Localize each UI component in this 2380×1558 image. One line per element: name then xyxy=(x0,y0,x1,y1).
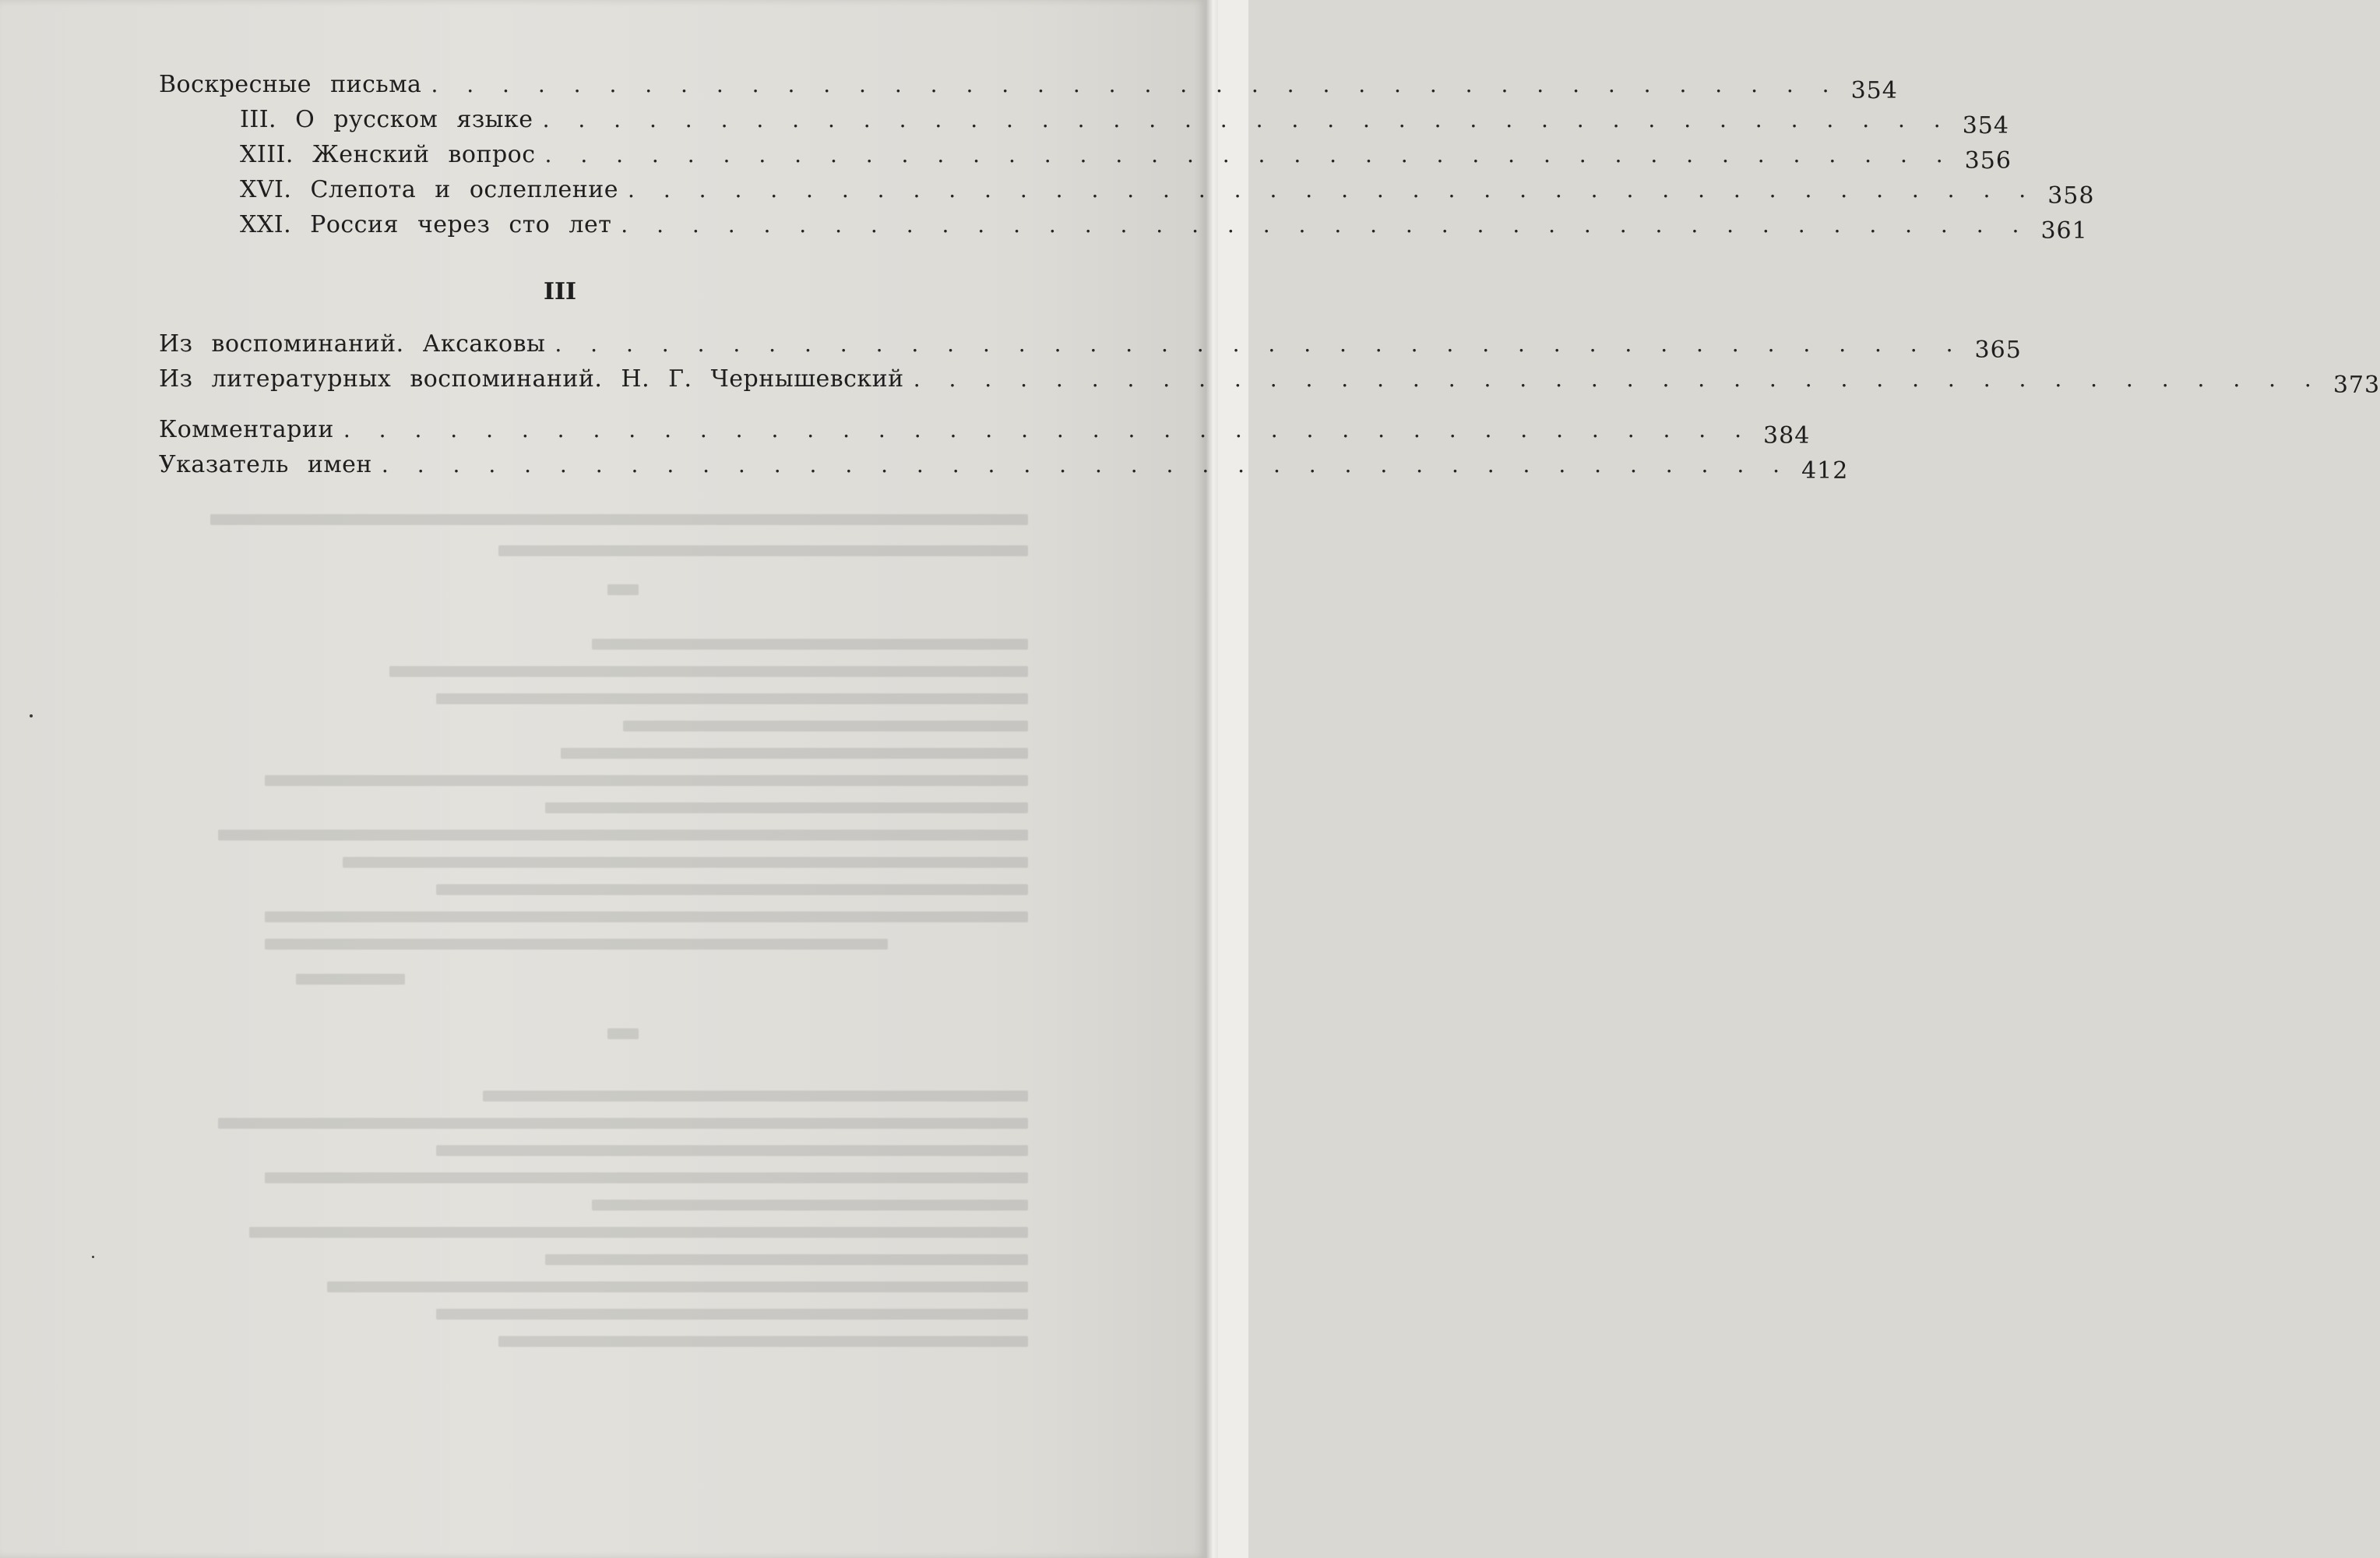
toc-entry xyxy=(159,326,2022,364)
toc-page-number: 358 xyxy=(2047,182,2095,210)
dot-leader: . . . . . . . . . . . . . . . . . . . . . . . . . . . . . . . . . . . . . . . . xyxy=(343,417,1753,442)
section-heading: III xyxy=(543,278,577,305)
toc-entry-title: Воскресные письма xyxy=(159,71,422,98)
toc-page-number: 384 xyxy=(1763,422,1811,449)
dot-leader: . . . . . . . . . . . . . . . . . . . . . . . . . . . . . . . . . . . . . . . . xyxy=(381,452,1791,478)
toc-entry-title: Указатель имен xyxy=(159,451,372,478)
dot-leader: . . . . . . . . . . . . . . . . . . . . . . . . . . . . . . . . . . . . . . . . xyxy=(555,331,1964,357)
paper-speck xyxy=(92,1256,94,1258)
toc-subentry xyxy=(159,207,2088,245)
toc-subentry xyxy=(159,102,2009,139)
toc-entry-title: III. О русском языке xyxy=(240,106,533,133)
toc-entry xyxy=(159,447,1849,485)
toc-page-number: 354 xyxy=(1962,112,2009,139)
toc-entry-title: Комментарии xyxy=(159,416,334,443)
toc-entry-title: Из литературных воспоминаний. Н. Г. Чернышевский xyxy=(159,365,904,393)
toc-entry-title: XIII. Женский вопрос xyxy=(240,141,536,168)
toc-page-number: 361 xyxy=(2040,217,2088,245)
table-of-contents xyxy=(159,67,2380,485)
spacer xyxy=(159,397,1039,412)
dot-leader: . . . . . . . . . . . . . . . . . . . . . . . . . . . . . . . . . . . . . . . . xyxy=(431,72,1840,97)
dot-leader: . . . . . . . . . . . . . . . . . . . . . . . . . . . . . . . . . . . . . . . . xyxy=(544,142,1954,167)
toc-entry-title: XXI. Россия через сто лет xyxy=(240,211,612,238)
toc-subentry xyxy=(159,172,2095,210)
paper-speck xyxy=(30,714,33,717)
toc-subentry xyxy=(159,137,2012,174)
dot-leader: . . . . . . . . . . . . . . . . . . . . . . . . . . . . . . . . . . . . . . . . xyxy=(913,366,2322,392)
toc-page-number: 365 xyxy=(1974,337,2022,364)
toc-entry-title: Из воспоминаний. Аксаковы xyxy=(159,330,546,358)
dot-leader: . . . . . . . . . . . . . . . . . . . . . . . . . . . . . . . . . . . . . . . . xyxy=(542,107,1952,132)
toc-page-number: 412 xyxy=(1801,457,1849,485)
toc-entry xyxy=(159,412,1811,449)
toc-entry xyxy=(159,67,1898,104)
toc-entry-title: XVI. Слепота и ослепление xyxy=(240,176,619,203)
dot-leader: . . . . . . . . . . . . . . . . . . . . . . . . . . . . . . . . . . . . . . . . xyxy=(628,177,2037,203)
toc-entry xyxy=(159,361,2380,399)
toc-page-number: 373 xyxy=(2332,372,2380,399)
toc-page-number: 356 xyxy=(1964,147,2012,174)
dot-leader: . . . . . . . . . . . . . . . . . . . . . . . . . . . . . . . . . . . . . . . . xyxy=(621,212,2030,238)
toc-page-number: 354 xyxy=(1850,77,1898,104)
